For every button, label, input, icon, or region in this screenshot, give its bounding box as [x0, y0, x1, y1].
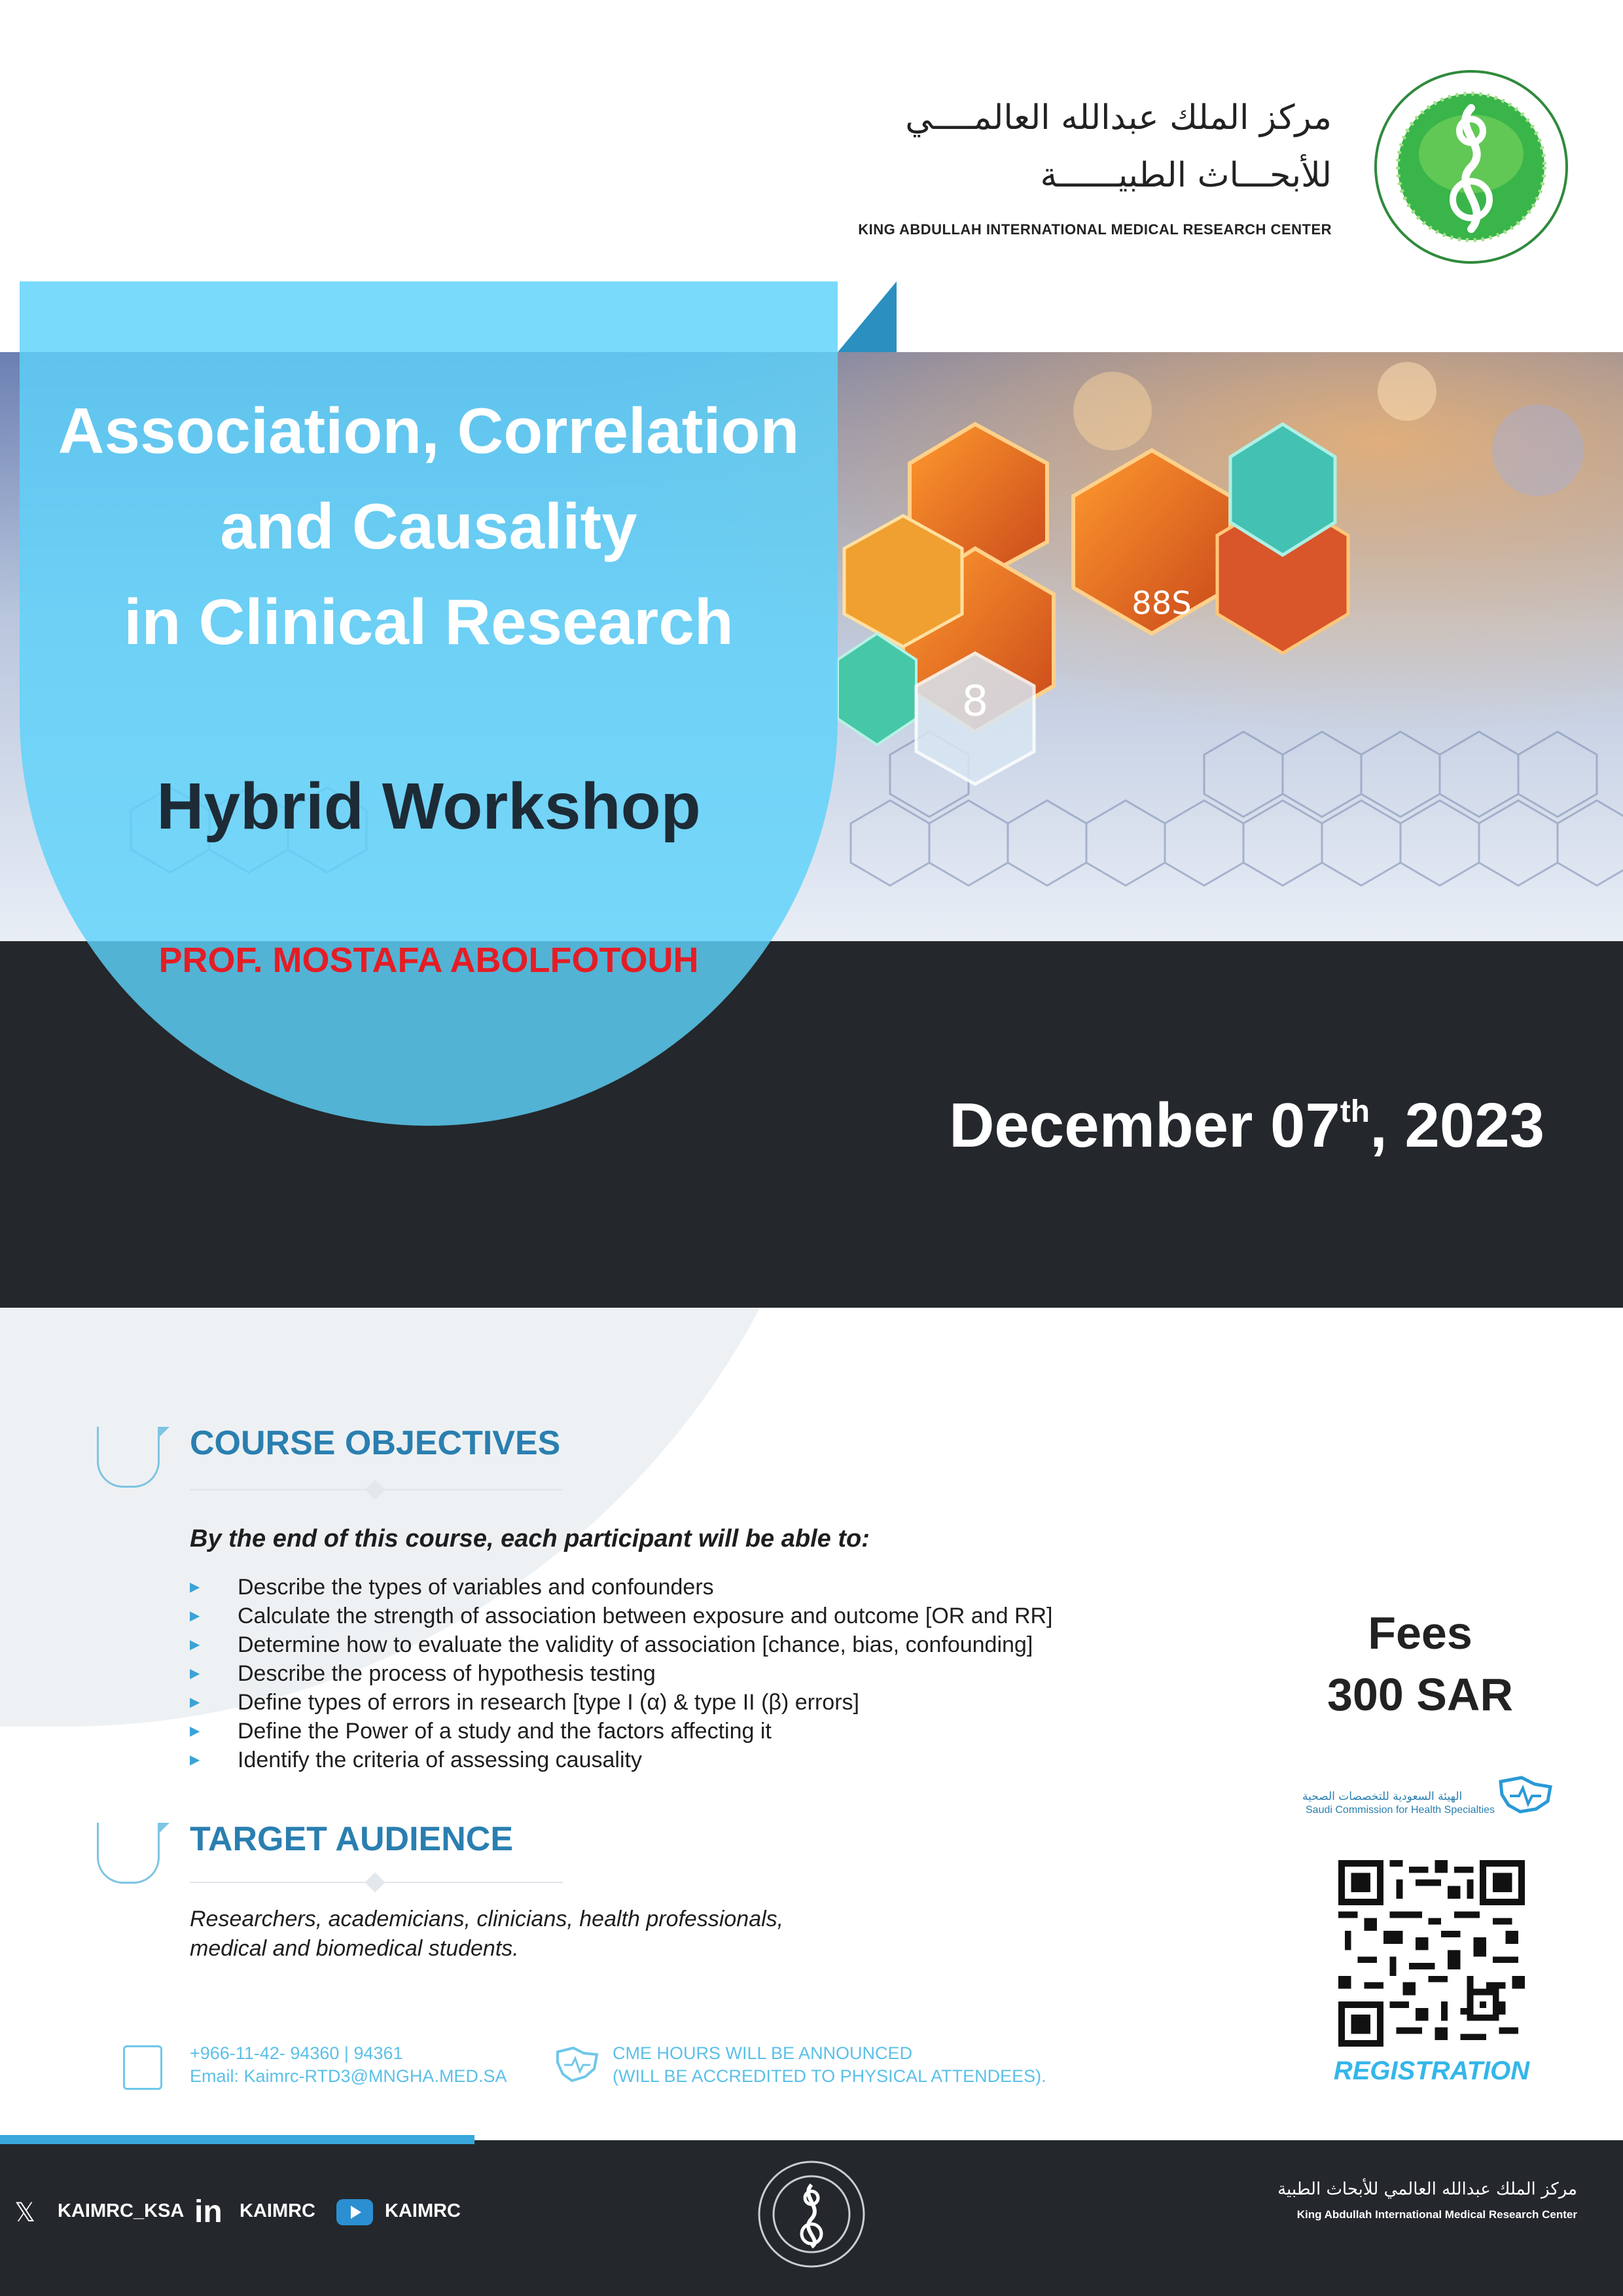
registration-qr-code[interactable]: [1338, 1860, 1525, 2047]
x-handle[interactable]: KAIMRC_KSA: [58, 2200, 185, 2221]
contact-phone: +966-11-42- 94360 | 94361: [190, 2043, 403, 2063]
audience-divider-diamond: [365, 1872, 385, 1892]
cme-icon: [554, 2045, 601, 2085]
objective-item: ▶ Define the Power of a study and the factors affecting it: [190, 1717, 1053, 1746]
objective-item: ▶ Calculate the strength of association between exposure and outcome [OR and RR]: [190, 1602, 1053, 1630]
footer-accent-line: [0, 2135, 474, 2144]
svg-text:88S: 88S: [1132, 585, 1192, 622]
objective-item: ▶ Identify the criteria of assessing causality: [190, 1746, 1053, 1774]
objective-item: ▶ Describe the process of hypothesis testing: [190, 1659, 1053, 1688]
title-line-3: in Clinical Research: [124, 586, 734, 658]
contact-email[interactable]: Email: Kaimrc-RTD3@MNGHA.MED.SA: [190, 2066, 507, 2086]
audience-section-icon: [97, 1823, 160, 1884]
objective-item: ▶ Describe the types of variables and confounders: [190, 1573, 1053, 1602]
title-line-1: Association, Correlation: [58, 395, 800, 467]
accent-triangle: [838, 281, 897, 352]
cme-details: [613, 2042, 1046, 2088]
presenter-name: PROF. MOSTAFA ABOLFOTOUH: [158, 941, 699, 980]
audience-line-1: Researchers, academicians, clinicians, health professionals,: [190, 1907, 784, 1931]
objective-item: ▶ Define types of errors in research [type I (α) & type II (β) errors]: [190, 1688, 1053, 1717]
schs-arabic-name: الهيئة السعودية للتخصصات الصحية: [1302, 1790, 1463, 1803]
objectives-section-icon: [97, 1427, 160, 1488]
contact-book-icon: [123, 2045, 162, 2090]
linkedin-handle[interactable]: KAIMRC: [240, 2200, 315, 2221]
footer-seal-logo: [756, 2159, 867, 2270]
linkedin-icon[interactable]: in: [194, 2195, 223, 2229]
audience-line-2: medical and biomedical students.: [190, 1936, 519, 1961]
objectives-intro: By the end of this course, each participant will be able to:: [190, 1525, 870, 1552]
audience-heading: TARGET AUDIENCE: [190, 1820, 513, 1858]
objectives-list: [190, 1573, 1053, 1774]
schs-english-name: Saudi Commission for Health Specialties: [1306, 1804, 1495, 1816]
fees-label: Fees: [1368, 1607, 1472, 1659]
objectives-heading: COURSE OBJECTIVES: [190, 1424, 561, 1462]
audience-text: [190, 1905, 783, 1964]
workshop-title: [26, 383, 831, 670]
objective-item: ▶ Determine how to evaluate the validity of association [chance, bias, confounding]: [190, 1630, 1053, 1659]
svg-text:8: 8: [961, 677, 989, 726]
footer-english-name: King Abdullah International Medical Research Center: [1296, 2208, 1577, 2221]
x-icon[interactable]: 𝕏: [14, 2198, 36, 2228]
workshop-format: Hybrid Workshop: [156, 770, 701, 843]
footer-arabic-name: مركز الملك عبدالله العالمي للأبحاث الطبية: [1277, 2179, 1577, 2199]
date-prefix: December 07: [949, 1090, 1340, 1160]
event-date: [949, 1090, 1544, 1162]
fees-amount: 300 SAR: [1327, 1669, 1514, 1720]
date-year: , 2023: [1370, 1090, 1544, 1160]
kaimrc-arabic-name-line1: مركز الملك عبدالله العالمــــي: [905, 98, 1332, 137]
fees-block: [1283, 1602, 1558, 1725]
date-ordinal: th: [1340, 1094, 1370, 1129]
kaimrc-english-name: KING ABDULLAH INTERNATIONAL MEDICAL RESEARCH CENTER: [858, 221, 1332, 238]
cme-line-1: CME HOURS WILL BE ANNOUNCED: [613, 2043, 913, 2063]
kaimrc-seal-logo: [1373, 69, 1569, 265]
registration-label[interactable]: REGISTRATION: [1333, 2056, 1530, 2085]
youtube-handle[interactable]: KAIMRC: [385, 2200, 461, 2221]
cme-line-2: (WILL BE ACCREDITED TO PHYSICAL ATTENDEES).: [613, 2066, 1046, 2086]
youtube-icon[interactable]: [336, 2199, 373, 2225]
schs-logo-icon: [1495, 1775, 1556, 1816]
kaimrc-arabic-name-line2: للأبحـــاث الطبيــــــة: [1040, 156, 1332, 195]
title-line-2: and Causality: [220, 490, 637, 562]
contact-details: [190, 2042, 507, 2088]
